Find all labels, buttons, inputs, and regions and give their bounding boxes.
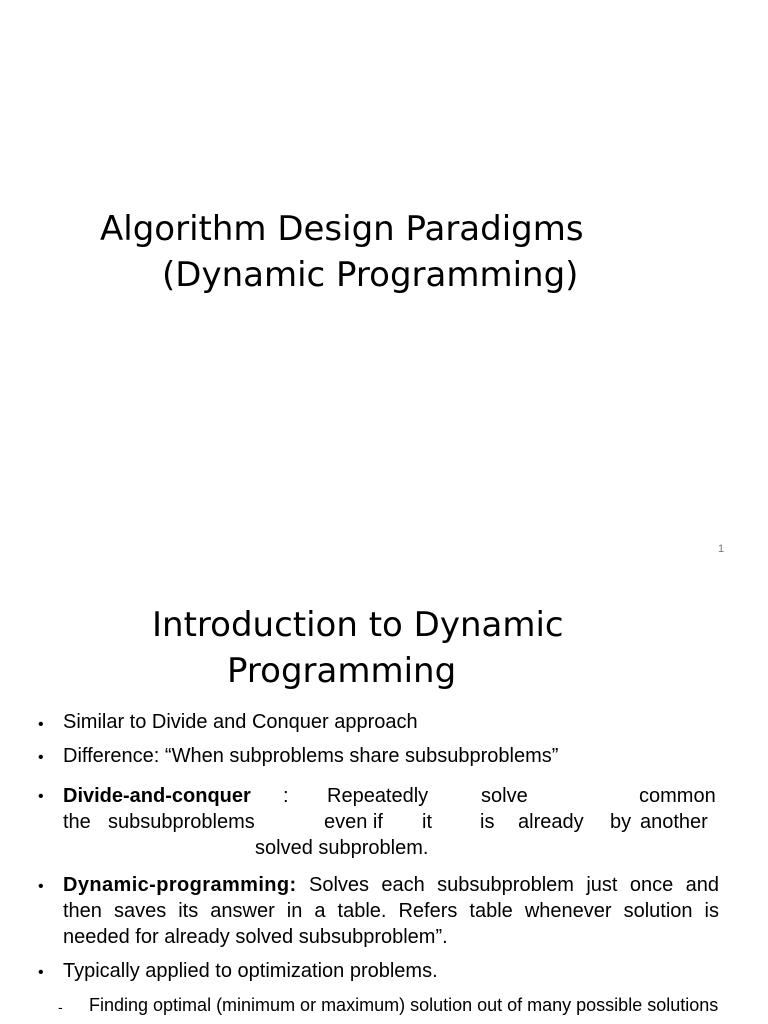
divide-and-conquer-term: Divide-and-conquer bbox=[63, 785, 251, 807]
dac-word: solve bbox=[481, 785, 528, 807]
page-number: 1 bbox=[718, 543, 725, 555]
slide-2 bbox=[0, 570, 768, 1024]
slide-1-title-line-2: (Dynamic Programming) bbox=[162, 255, 579, 295]
dac-word: solved subproblem. bbox=[255, 837, 429, 859]
bullet-dynamic-programming bbox=[63, 872, 719, 950]
bullet-marker: • bbox=[38, 878, 44, 895]
sub-bullet-optimal-text: Finding optimal (minimum or maximum) solution out of many possible solutions bbox=[89, 995, 719, 1015]
dac-word: already bbox=[518, 811, 584, 833]
slide-2-title-line-1: Introduction to Dynamic bbox=[152, 605, 564, 645]
bullet-marker: • bbox=[38, 749, 44, 766]
sub-bullet-marker: - bbox=[58, 999, 63, 1015]
bullet-marker: • bbox=[38, 964, 44, 981]
divide-and-conquer-colon: : bbox=[283, 785, 289, 807]
dynamic-programming-term: Dynamic-programming: bbox=[63, 874, 297, 896]
dac-word: common bbox=[639, 785, 716, 807]
dac-word: even if bbox=[324, 811, 383, 833]
dac-word: Repeatedly bbox=[327, 785, 429, 807]
slide-2-title-line-2: Programming bbox=[227, 651, 457, 691]
dac-word: the bbox=[63, 811, 91, 833]
dac-word: it bbox=[422, 811, 432, 833]
dynamic-programming-description: Solves each subsubproblem just once and then saves its answer in a table. Refers table whenever solution is needed for already solved subsubproblem”. bbox=[63, 874, 719, 948]
dac-word: another bbox=[640, 811, 708, 833]
bullet-difference-text: Difference: “When subproblems share subsubproblems” bbox=[63, 745, 559, 767]
bullet-marker: • bbox=[38, 716, 44, 733]
dac-word: by bbox=[610, 811, 632, 833]
dac-word: subsubproblems bbox=[108, 811, 255, 833]
bullet-marker: • bbox=[38, 788, 44, 805]
bullet-optimization-text: Typically applied to optimization problems. bbox=[63, 960, 438, 982]
slide-1-title-line-1: Algorithm Design Paradigms bbox=[100, 209, 584, 249]
dac-word: is bbox=[480, 811, 495, 833]
bullet-similar-text: Similar to Divide and Conquer approach bbox=[63, 711, 418, 733]
